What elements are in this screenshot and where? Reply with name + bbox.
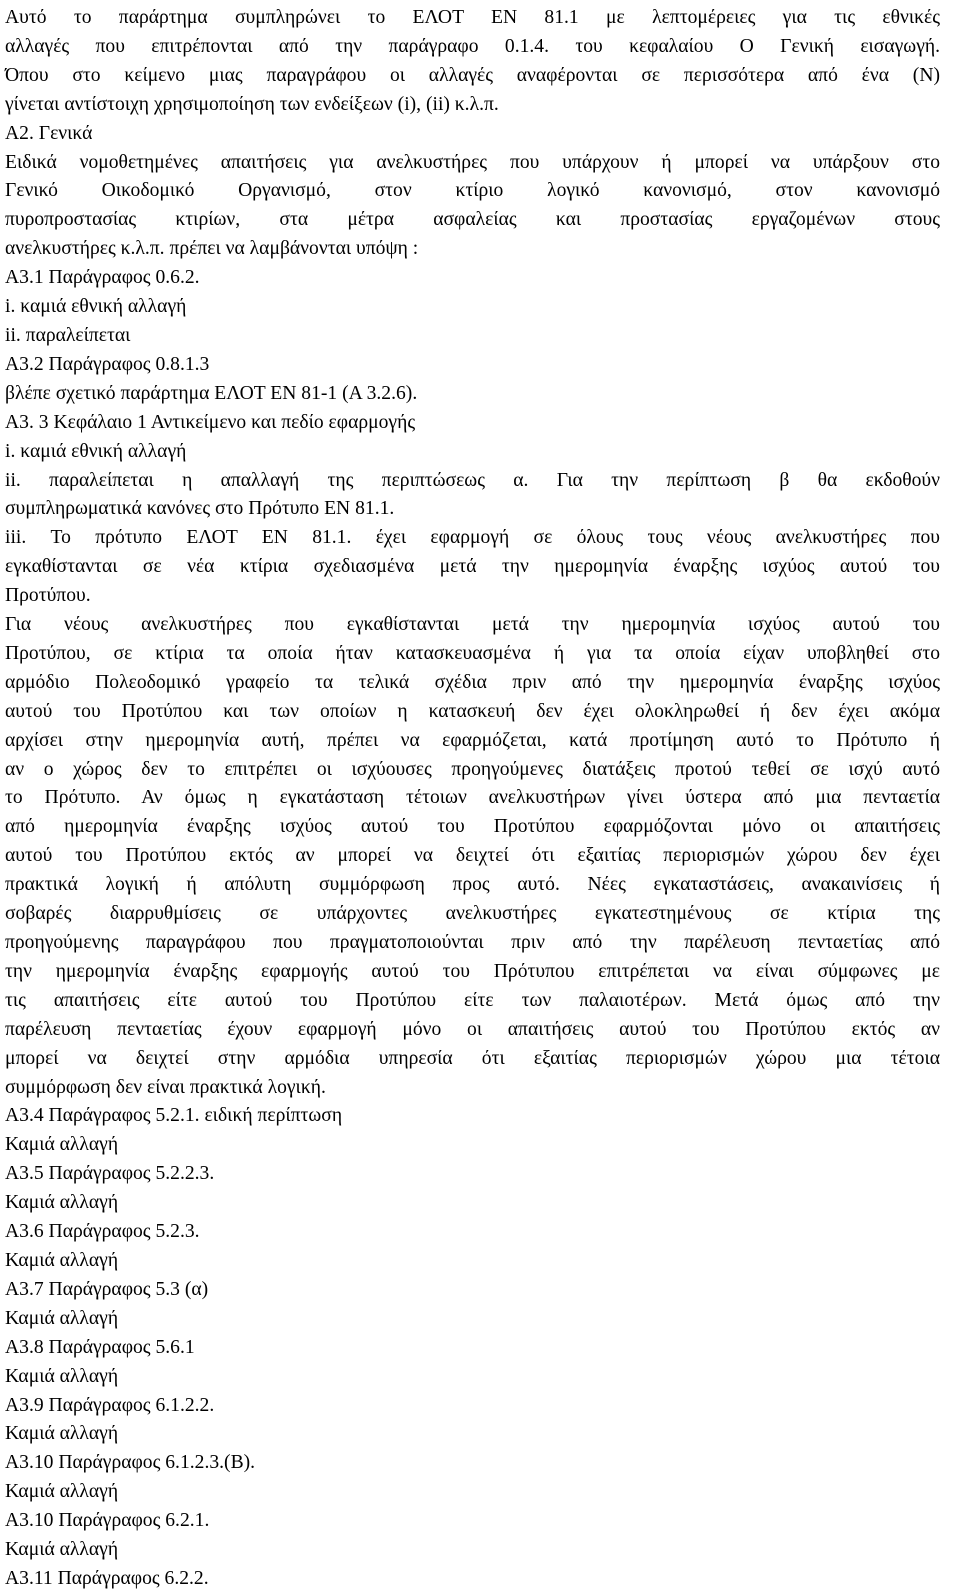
text-line: Αυτό το παράρτημα συμπληρώνει το ΕΛΟΤ ΕΝ 81.1 με λεπτομέρειες για τις εθνικές [5, 7, 940, 28]
text-line: Καμιά αλλαγή [5, 1249, 119, 1271]
text-line: παρέλευση πενταετίας έχουν εφαρμογή μόνο οι απαιτήσεις αυτού του Προτύπου εκτός αν [5, 1018, 940, 1040]
text-line: πυροπροστασίας κτιρίων, στα μέτρα ασφαλείας και προστασίας εργαζομένων στους [5, 209, 940, 231]
text-line: Α3.11 Παράγραφος 6.2.2. [5, 1567, 209, 1589]
text-line: Α2. Γενικά [5, 122, 93, 144]
text-line: Α3.1 Παράγραφος 0.6.2. [5, 267, 200, 289]
text-line: αρχίσει στην ημερομηνία αυτή, πρέπει να εφαρμόζεται, κατά προτίμηση αυτό το Πρότυπο ή [5, 729, 940, 751]
text-line: Α3.8 Παράγραφος 5.6.1 [5, 1336, 195, 1358]
text-line: Καμιά αλλαγή [5, 1134, 119, 1156]
text-line: Α3.10 Παράγραφος 6.2.1. [5, 1510, 210, 1532]
text-line: το Πρότυπο. Αν όμως η εγκατάσταση τέτοιων ανελκυστήρων γίνει ύστερα από μια πενταετία [5, 787, 940, 809]
text-line: Α3.9 Παράγραφος 6.1.2.2. [5, 1394, 215, 1416]
text-line: μπορεί να δειχτεί στην αρμόδια υπηρεσία ότι εξαιτίας περιορισμών χώρου μια τέτοια [5, 1047, 940, 1069]
text-line: iii. Το πρότυπο ΕΛΟΤ ΕΝ 81.1. έχει εφαρμογή σε όλους τους νέους ανελκυστήρες που [5, 527, 940, 549]
text-line: προηγούμενης παραγράφου που πραγματοποιούνται πριν από την παρέλευση πενταετίας από [5, 932, 940, 953]
text-line: Ειδικά νομοθετημένες απαιτήσεις για ανελκυστήρες που υπάρχουν ή μπορεί να υπάρξουν στο [5, 151, 940, 173]
text-line: αρμόδιο Πολεοδομικό γραφείο τα τελικά σχέδια πριν από την ημερομηνία έναρξης ισχύος [5, 671, 940, 693]
text-line: Α3.6 Παράγραφος 5.2.3. [5, 1221, 200, 1243]
text-line: συμμόρφωση δεν είναι πρακτικά λογική. [5, 1076, 326, 1098]
text-line: αν ο χώρος δεν το επιτρέπει οι ισχύουσες προηγούμενες διατάξεις προτού τεθεί σε ισχύ αυτό [5, 758, 940, 780]
text-line: Καμιά αλλαγή [5, 1539, 119, 1561]
text-line: Γενικό Οικοδομικό Οργανισμό, στον κτίριο λογικό κανονισμό, στον κανονισμό [5, 180, 940, 202]
text-line: i. καμιά εθνική αλλαγή [5, 296, 187, 318]
text-line: αυτού του Προτύπου εκτός αν μπορεί να δειχτεί ότι εξαιτίας περιορισμών χώρου δεν έχει [5, 845, 940, 867]
text-line: εγκαθίστανται σε νέα κτίρια σχεδιασμένα μετά την ημερομηνία έναρξης ισχύος αυτού του [5, 556, 940, 578]
text-line: την ημερομηνία έναρξης εφαρμογής αυτού του Πρότυπου επιτρέπεται να είναι σύμφωνες με [5, 960, 940, 982]
text-line: Προτύπου. [5, 585, 91, 607]
text-line: Α3.5 Παράγραφος 5.2.2.3. [5, 1163, 215, 1185]
document-page [5, 4, 940, 1594]
text-line: τις απαιτήσεις είτε αυτού του Προτύπου είτε των παλαιοτέρων. Μετά όμως από την [5, 989, 940, 1011]
text-line: Α3.7 Παράγραφος 5.3 (α) [5, 1278, 209, 1300]
text-line: Καμιά αλλαγή [5, 1192, 119, 1214]
text-line: Καμιά αλλαγή [5, 1307, 119, 1329]
text-line: γίνεται αντίστοιχη χρησιμοποίηση των ενδείξεων (i), (ii) κ.λ.π. [5, 93, 499, 115]
text-line: σοβαρές διαρρυθμίσεις σε υπάρχοντες ανελκυστήρες εγκατεστημένους σε κτίρια της [5, 903, 940, 925]
text-line: πρακτικά λογική ή απόλυτη συμμόρφωση προς αυτό. Νέες εγκαταστάσεις, ανακαινίσεις ή [5, 874, 940, 896]
text-line: Καμιά αλλαγή [5, 1481, 119, 1503]
text-line: αυτού του Προτύπου και των οποίων η κατασκευή δεν έχει ολοκληρωθεί ή δεν έχει ακόμα [5, 700, 940, 722]
text-line: αλλαγές που επιτρέπονται από την παράγραφο 0.1.4. του κεφαλαίου Ο Γενική εισαγωγή. [5, 35, 940, 57]
text-line: Καμιά αλλαγή [5, 1365, 119, 1387]
text-line: Όπου στο κείμενο μιας παραγράφου οι αλλαγές αναφέρονται σε περισσότερα από ένα (Ν) [5, 64, 940, 86]
text-line: Καμιά αλλαγή [5, 1423, 119, 1445]
text-line: ii. παραλείπεται η απαλλαγή της περιπτώσεως α. Για την περίπτωση β θα εκδοθούν [5, 469, 940, 491]
text-line: Προτύπου, σε κτίρια τα οποία ήταν κατασκευασμένα ή για τα οποία είχαν υποβληθεί στο [5, 642, 940, 664]
text-line: ανελκυστήρες κ.λ.π. πρέπει να λαμβάνονται υπόψη : [5, 238, 419, 260]
text-line: Α3.4 Παράγραφος 5.2.1. ειδική περίπτωση [5, 1105, 343, 1127]
text-line: Α3. 3 Κεφάλαιο 1 Αντικείμενο και πεδίο εφαρμογής [5, 411, 416, 433]
text-line: από ημερομηνία έναρξης ισχύος αυτού του Προτύπου εφαρμόζονται μόνο οι απαιτήσεις [5, 816, 940, 838]
text-line: i. καμιά εθνική αλλαγή [5, 440, 187, 462]
text-line: συμπληρωματικά κανόνες στο Πρότυπο ΕΝ 81.1. [5, 498, 395, 520]
text-line: ii. παραλείπεται [5, 324, 131, 346]
text-line: Α3.10 Παράγραφος 6.1.2.3.(Β). [5, 1452, 256, 1474]
text-line: Για νέους ανελκυστήρες που εγκαθίστανται μετά την ημερομηνία ισχύος αυτού του [5, 614, 940, 636]
text-line: Α3.2 Παράγραφος 0.8.1.3 [5, 353, 210, 375]
text-line: βλέπε σχετικό παράρτημα ΕΛΟΤ ΕΝ 81-1 (Α 3.2.6). [5, 382, 418, 404]
